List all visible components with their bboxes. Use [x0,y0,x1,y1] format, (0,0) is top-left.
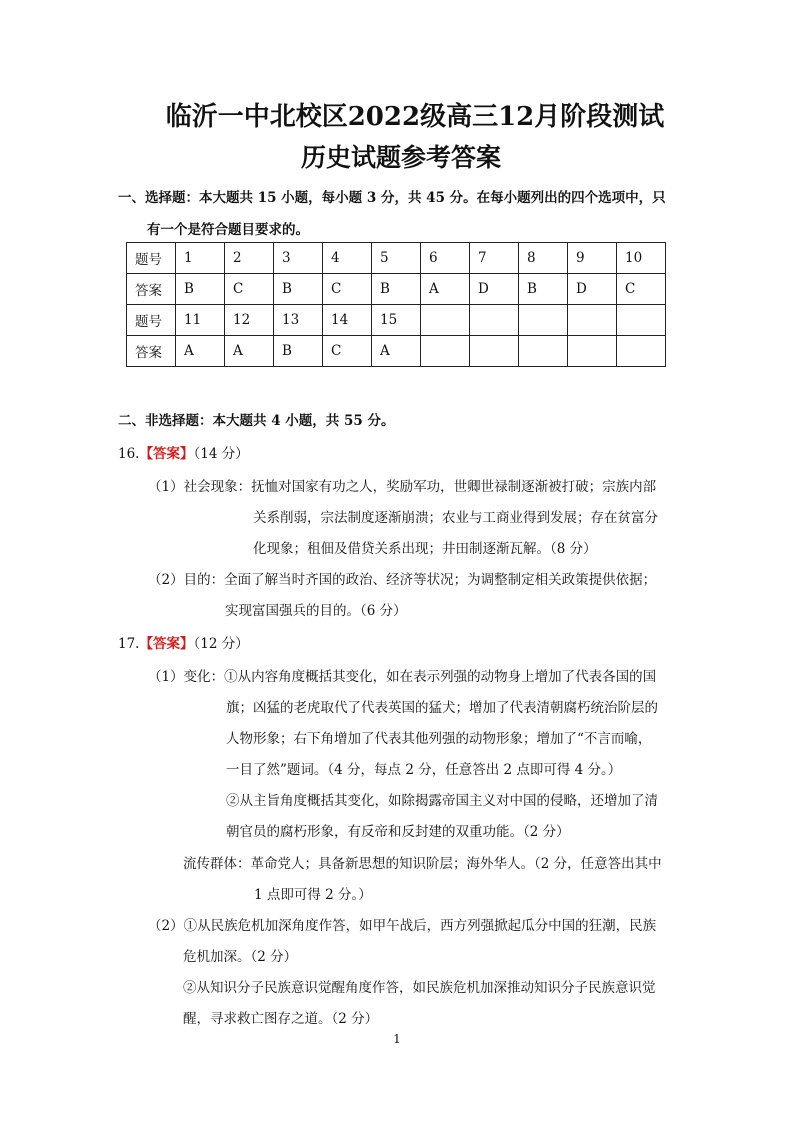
table-cell [519,336,568,367]
table-cell [470,305,519,336]
q16-part1-line2: 关系削弱，宗法制度逐渐崩溃；农业与工商业得到发展；存在贫富分 [253,510,658,526]
q16-part1-line1 [148,475,656,495]
q16-part2-line2: 实现富国强兵的目的。（6 分） [225,603,407,619]
table-cell [421,336,470,367]
table-cell [421,305,470,336]
table-cell: 9 [568,243,617,274]
q17-header [118,632,249,652]
q17-part2-line4: 醒，寻求救亡图存之道。（2 分） [183,1011,379,1027]
table-row-label: 答案 [127,274,176,305]
q17-part1-line6: 朝官员的腐朽形象，有反帝和反封建的双重功能。（2 分） [226,824,570,840]
table-cell: B [372,274,421,305]
q17-part1-line2: 旗；凶猛的老虎取代了代表英国的猛犬；增加了代表清朝腐朽统治阶层的 [226,700,658,716]
q17-part1-line4: 一目了然”题词。（4 分，每点 2 分，任意答出 2 点即可得 4 分。） [226,762,622,778]
table-cell: 12 [225,305,274,336]
q16-number: 16. [118,446,140,462]
q16-header [118,442,249,462]
q16-part1-label: （1）社会现象： [148,479,252,495]
table-cell: 8 [519,243,568,274]
q17-part2-line3: ②从知识分子民族意识觉醒角度作答，如民族危机加深推动知识分子民族意识觉 [183,980,656,996]
table-cell: A [225,336,274,367]
table-cell: B [519,274,568,305]
table-row-label: 答案 [127,336,176,367]
q17-score: （12 分） [193,636,249,652]
table-cell: 6 [421,243,470,274]
table-cell: D [470,274,519,305]
table-cell: C [323,336,372,367]
q17-part1-line3: 人物形象；右下角增加了代表其他列强的动物形象；增加了“不言而喻， [226,731,652,747]
q16-part2-text1: 全面了解当时齐国的政治、经济等状况；为调整制定相关政策提供依据； [224,572,657,588]
table-cell: 14 [323,305,372,336]
q17-number: 17. [118,636,140,652]
table-cell [568,305,617,336]
section2-heading: 二、非选择题：本大题共 4 小题，共 55 分。 [118,413,395,429]
table-cell: 3 [274,243,323,274]
table-cell: C [225,274,274,305]
q17-part2-line2: 危机加深。（2 分） [183,949,298,965]
table-cell: A [372,336,421,367]
q16-part1-line3: 化现象；租佃及借贷关系出现；井田制逐渐瓦解。（8 分） [253,541,597,557]
table-cell: 13 [274,305,323,336]
table-row-label: 题号 [127,243,176,274]
q16-part2-label: （2）目的： [148,572,225,588]
q17-answer-tag: 【答案】 [139,636,194,652]
table-cell: 1 [176,243,225,274]
table-row [127,274,666,305]
table-cell: 11 [176,305,225,336]
table-cell [568,336,617,367]
table-row [127,336,666,367]
q16-part1-text1: 抚恤对国家有功之人，奖励军功，世卿世禄制逐渐被打破；宗族内部 [251,479,657,495]
q17-part1-line5: ②从主旨角度概括其变化，如除揭露帝国主义对中国的侵略，还增加了清 [226,793,658,809]
table-cell [519,305,568,336]
table-cell: B [274,336,323,367]
table-cell: 5 [372,243,421,274]
page-title: 临沂一中北校区2022级高三12月阶段测试 [165,102,665,132]
q17-part2-line1: （2）①从民族危机加深角度作答，如甲午战后，西方列强掀起瓜分中国的狂潮，民族 [148,918,657,934]
table-cell: C [617,274,666,305]
table-cell: 15 [372,305,421,336]
table-row [127,305,666,336]
q17-spread-line1: 流传群体：革命党人；具备新思想的知识阶层；海外华人。（2 分，任意答出其中 [183,856,662,872]
q17-part1-text1: ①从内容角度概括其变化，如在表示列强的动物身上增加了代表各国的国 [224,669,657,685]
table-row-label: 题号 [127,305,176,336]
table-cell [470,336,519,367]
q16-part2-line1 [148,568,656,588]
table-cell: B [274,274,323,305]
table-cell: B [176,274,225,305]
table-row [127,243,666,274]
table-cell: A [176,336,225,367]
table-cell: 4 [323,243,372,274]
table-cell: A [421,274,470,305]
table-cell [617,336,666,367]
q17-spread-line2: 1 点即可得 2 分。） [254,887,372,903]
q16-score: （14 分） [193,446,249,462]
table-cell: 10 [617,243,666,274]
table-cell: D [568,274,617,305]
section1-heading-line2: 有一个是符合题目要求的。 [147,222,309,238]
q16-answer-tag: 【答案】 [139,446,194,462]
q17-part1-label: （1）变化： [148,669,225,685]
table-cell [617,305,666,336]
answer-table [126,242,666,367]
table-cell: 2 [225,243,274,274]
section1-heading-line1: 一、选择题：本大题共 15 小题，每小题 3 分，共 45 分。在每小题列出的四个选项中，只 [118,190,666,206]
q17-part1-line1 [148,665,656,685]
page-subtitle: 历史试题参考答案 [300,143,501,172]
table-cell: C [323,274,372,305]
table-cell: 7 [470,243,519,274]
page-number: 1 [393,1032,401,1046]
